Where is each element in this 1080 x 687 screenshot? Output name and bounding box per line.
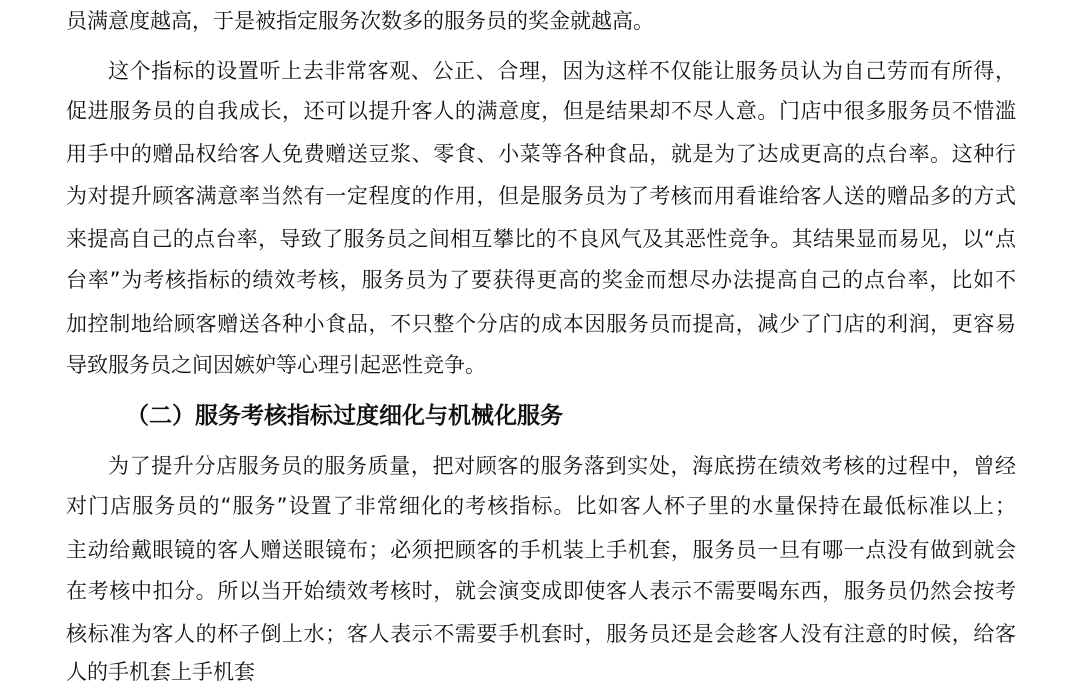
paragraph-line: 对门店服务员的“服务”设置了非常细化的考核指标。比如客人杯子里的水量保持在最低标准以上；	[66, 494, 1016, 518]
cut-off-line	[66, 657, 276, 684]
section-heading: （二）服务考核指标过度细化与机械化服务	[126, 403, 563, 429]
paragraph-line: 加控制地给顾客赠送各种小食品，不只整个分店的成本因服务员而提高，减少了门店的利润，更容易	[66, 312, 1016, 336]
paragraph-line: 台率”为考核指标的绩效考核，服务员为了要获得更高的奖金而想尽办法提高自己的点台率，比如不	[66, 268, 1016, 292]
paragraph-line: 这个指标的设置听上去非常客观、公正、合理，因为这样不仅能让服务员认为自己劳而有所得，	[108, 59, 1016, 83]
cut-off-text: 人的手机套上手机套	[66, 660, 255, 684]
paragraph-line: 为了提升分店服务员的服务质量，把对顾客的服务落到实处，海底捞在绩效考核的过程中，曾经	[108, 454, 1016, 478]
paragraph-line: 核标准为客人的杯子倒上水；客人表示不需要手机套时，服务员还是会趁客人没有注意的时候，给客	[66, 622, 1016, 646]
paragraph-line: 在考核中扣分。所以当开始绩效考核时，就会演变成即使客人表示不需要喝东西，服务员仍然会按考	[66, 579, 1016, 603]
paragraph-line: 来提高自己的点台率，导致了服务员之间相互攀比的不良风气及其恶性竞争。其结果显而易见，以“点	[66, 227, 1016, 251]
paragraph-line: 为对提升顾客满意率当然有一定程度的作用，但是服务员为了考核而用看谁给客人送的赠品多的方式	[66, 184, 1016, 208]
paragraph-line: 用手中的赠品权给客人免费赠送豆浆、零食、小菜等各种食品，就是为了达成更高的点台率。这种行	[66, 142, 1016, 166]
paragraph-line: 导致服务员之间因嫉妒等心理引起恶性竞争。	[66, 353, 486, 377]
paragraph-line: 员满意度越高，于是被指定服务次数多的服务员的奖金就越高。	[66, 9, 654, 33]
paragraph-line: 促进服务员的自我成长，还可以提升客人的满意度，但是结果却不尽人意。门店中很多服务员不惜滥	[66, 99, 1016, 123]
paragraph-line: 主动给戴眼镜的客人赠送眼镜布；必须把顾客的手机装上手机套，服务员一旦有哪一点没有做到就会	[66, 538, 1016, 562]
